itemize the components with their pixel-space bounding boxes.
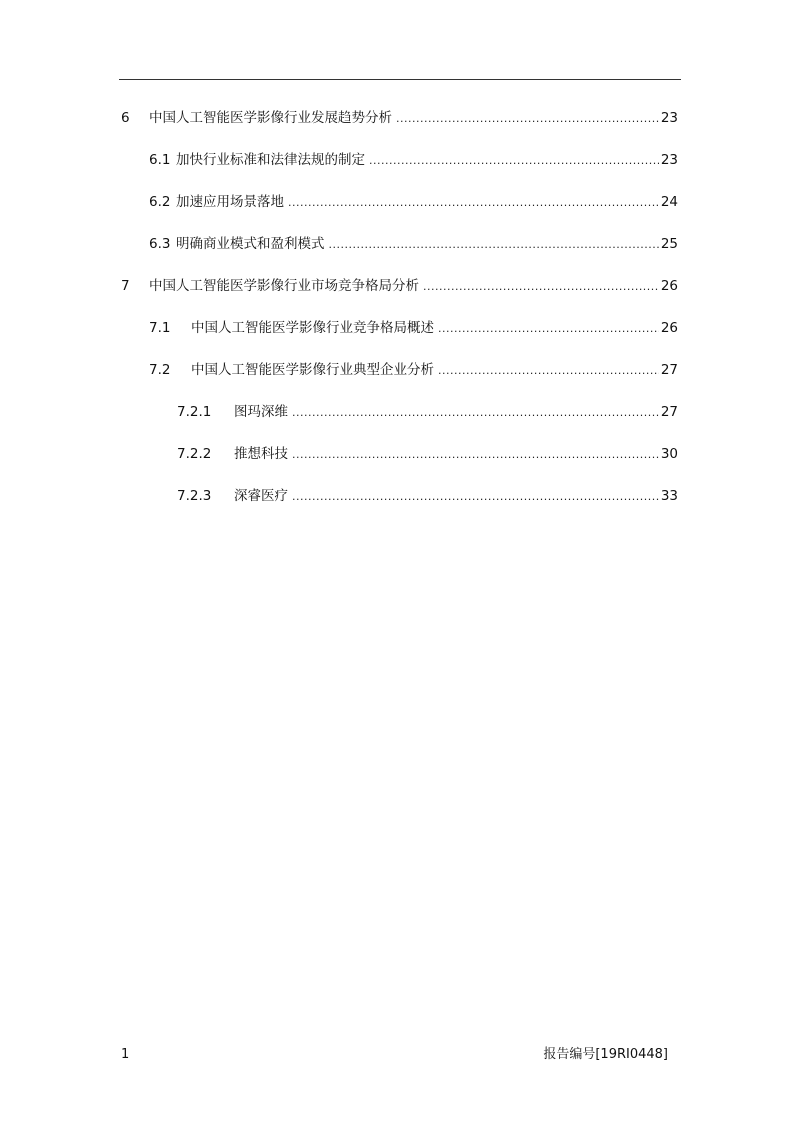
toc-entry-number: 7.2	[149, 362, 171, 378]
toc-entry-7-1[interactable]	[149, 318, 678, 338]
toc-entry-number: 6.3	[149, 236, 171, 252]
toc-dot-leader	[369, 151, 659, 171]
toc-entry-page: 25	[660, 236, 678, 252]
toc-entry-number: 6.1	[149, 152, 171, 168]
toc-entry-number: 7	[121, 278, 130, 294]
toc-entry-6-1[interactable]	[149, 150, 678, 170]
toc-entry-title: 中国人工智能医学影像行业竞争格局概述	[191, 320, 434, 336]
footer-page-number: 1	[121, 1047, 130, 1062]
toc-dot-leader	[292, 445, 659, 465]
toc-dot-leader	[438, 361, 659, 381]
toc-entry-page: 26	[660, 320, 678, 336]
toc-dot-leader	[329, 235, 659, 255]
toc-entry-title: 中国人工智能医学影像行业发展趋势分析	[149, 110, 392, 126]
toc-entry-title: 加快行业标准和法律法规的制定	[176, 152, 365, 168]
toc-entry-page: 26	[660, 278, 678, 294]
toc-dot-leader	[288, 193, 659, 213]
toc-entry-number: 7.1	[149, 320, 171, 336]
toc-entry-page: 27	[660, 404, 678, 420]
toc-dot-leader	[292, 487, 659, 507]
toc-entry-page: 30	[660, 446, 678, 462]
toc-entry-number: 7.2.3	[177, 488, 212, 504]
header-divider	[119, 79, 681, 80]
toc-entry-7-2-1[interactable]	[177, 402, 678, 422]
toc-dot-leader	[292, 403, 659, 423]
toc-entry-6[interactable]	[121, 108, 678, 128]
toc-entry-7-2[interactable]	[149, 360, 678, 380]
toc-dot-leader	[438, 319, 659, 339]
toc-entry-7-2-2[interactable]	[177, 444, 678, 464]
toc-entry-title: 中国人工智能医学影像行业市场竞争格局分析	[149, 278, 419, 294]
toc-entry-7[interactable]	[121, 276, 678, 296]
toc-entry-number: 7.2.2	[177, 446, 212, 462]
footer-report-id: 报告编号[19RI0448]	[543, 1047, 668, 1062]
toc-entry-6-2[interactable]	[149, 192, 678, 212]
toc-entry-title: 加速应用场景落地	[176, 194, 284, 210]
toc-dot-leader	[423, 277, 659, 297]
toc-entry-6-3[interactable]	[149, 234, 678, 254]
toc-entry-number: 6	[121, 110, 130, 126]
toc-entry-page: 23	[660, 152, 678, 168]
toc-entry-page: 33	[660, 488, 678, 504]
toc-entry-title: 图玛深维	[234, 404, 288, 420]
toc-entry-title: 明确商业模式和盈利模式	[176, 236, 325, 252]
toc-entry-7-2-3[interactable]	[177, 486, 678, 506]
toc-entry-page: 24	[660, 194, 678, 210]
toc-entry-title: 推想科技	[234, 446, 288, 462]
toc-entry-page: 27	[660, 362, 678, 378]
toc-entry-page: 23	[660, 110, 678, 126]
toc-entry-title: 中国人工智能医学影像行业典型企业分析	[191, 362, 434, 378]
toc-entry-number: 6.2	[149, 194, 171, 210]
toc-entry-title: 深睿医疗	[234, 488, 288, 504]
toc-entry-number: 7.2.1	[177, 404, 212, 420]
toc-dot-leader	[396, 109, 659, 129]
